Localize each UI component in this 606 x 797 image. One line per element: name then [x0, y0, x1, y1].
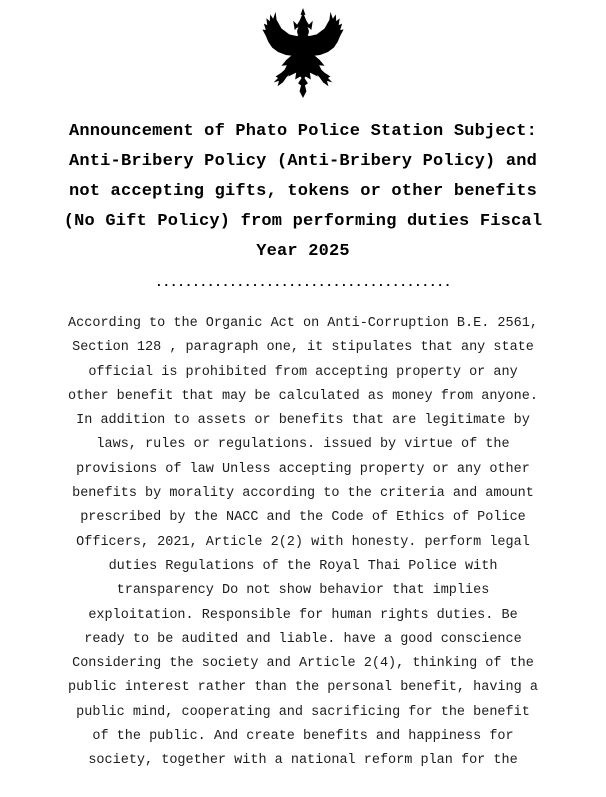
body-line: society, together with a national reform plan for the — [88, 753, 518, 769]
document-body — [0, 312, 606, 774]
body-line: public mind, cooperating and sacrificing for the benefit — [76, 704, 530, 720]
body-line: official is prohibited from accepting property or any — [88, 364, 518, 380]
body-line: In addition to assets or benefits that are legitimate by — [76, 413, 530, 429]
garuda-emblem-icon — [254, 8, 352, 100]
body-line: transparency Do not show behavior that implies — [116, 583, 490, 599]
title-line: Announcement of Phato Police Station Subject: — [68, 122, 538, 141]
document-title — [0, 117, 606, 267]
body-line: public interest rather than the personal benefit, having a — [68, 680, 538, 696]
title-line: (No Gift Policy) from performing duties Fiscal — [63, 212, 543, 231]
body-line: duties Regulations of the Royal Thai Police with — [108, 558, 498, 574]
body-line: exploitation. Responsible for human rights duties. Be — [88, 607, 518, 623]
body-line: provisions of law Unless accepting property or any other — [76, 461, 530, 477]
body-line: Considering the society and Article 2(4), thinking of the — [72, 656, 534, 672]
body-line: Section 128 , paragraph one, it stipulates that any state — [72, 340, 534, 356]
body-line: laws, rules or regulations. issued by virtue of the — [96, 437, 510, 453]
body-line: According to the Organic Act on Anti-Corruption B.E. 2561, — [68, 316, 538, 331]
emblem-container — [0, 0, 606, 100]
title-line: not accepting gifts, tokens or other benefits — [68, 182, 538, 201]
dotted-separator: ........................................ — [154, 275, 452, 290]
title-line: Anti-Bribery Policy (Anti-Bribery Policy) and — [68, 152, 538, 171]
body-line: other benefit that may be calculated as money from anyone. — [68, 388, 538, 404]
body-line: of the public. And create benefits and happiness for — [92, 729, 514, 745]
title-line: Year 2025 — [256, 242, 350, 261]
body-line: prescribed by the NACC and the Code of Ethics of Police — [80, 510, 526, 526]
body-line: ready to be audited and liable. have a good conscience — [84, 631, 522, 647]
body-line: benefits by morality according to the criteria and amount — [72, 486, 534, 502]
body-line: Officers, 2021, Article 2(2) with honesty. perform legal — [76, 534, 530, 550]
